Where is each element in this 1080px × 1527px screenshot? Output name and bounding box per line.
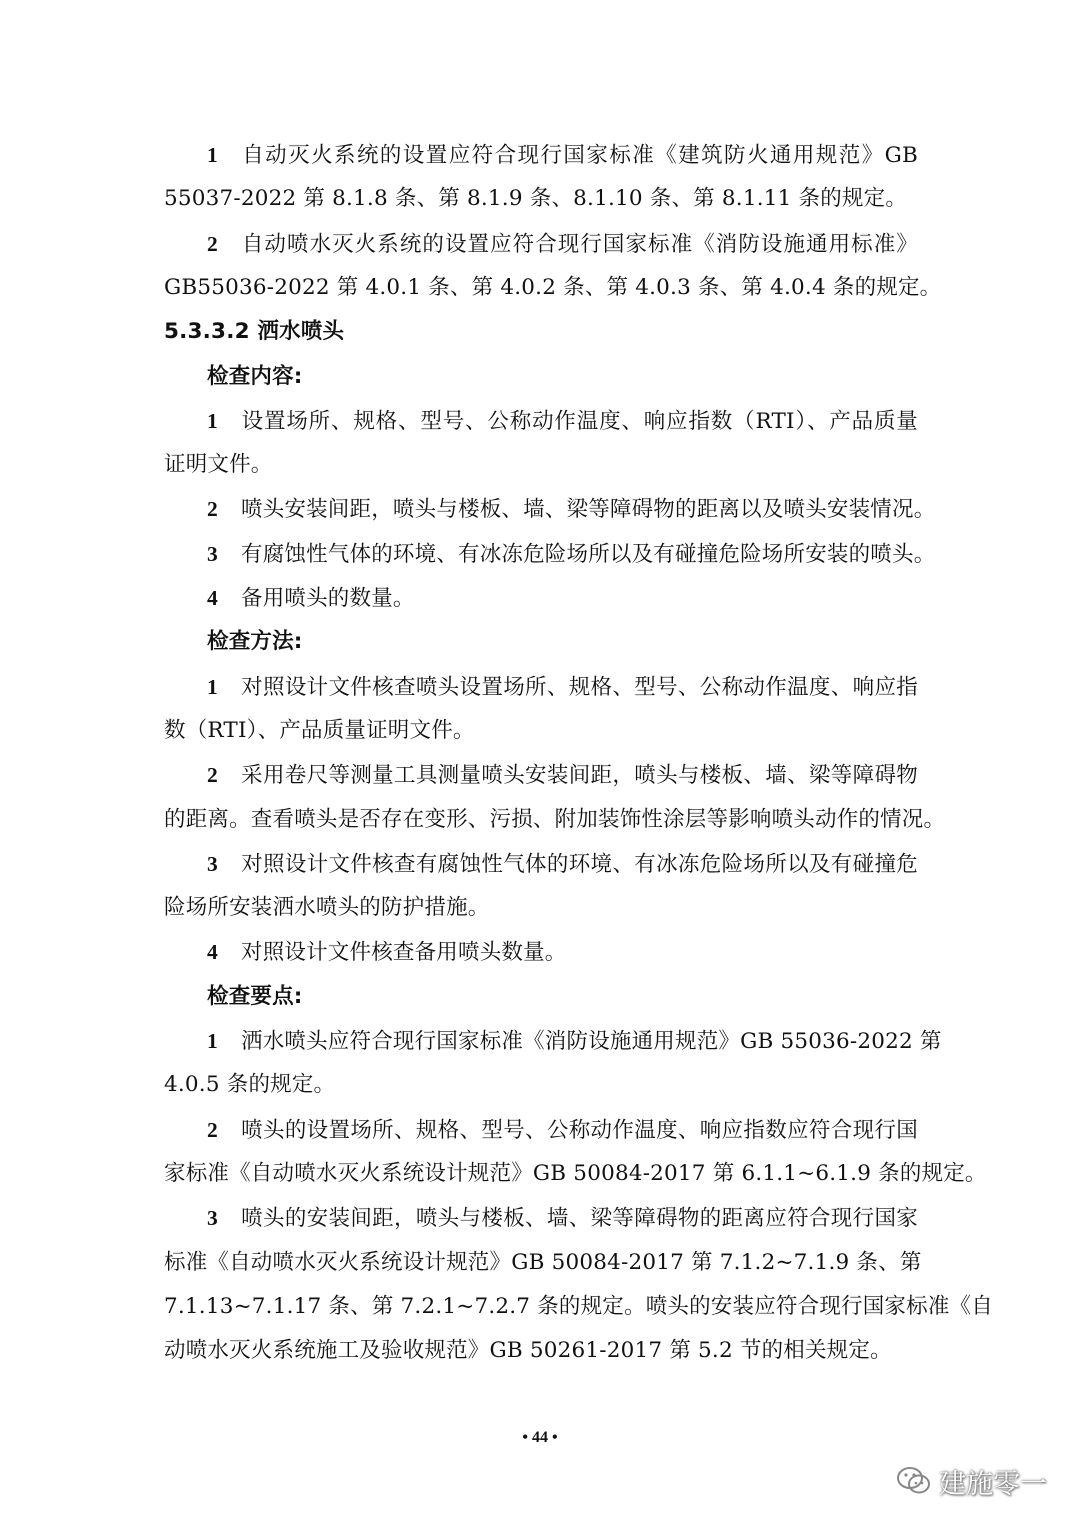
- page-number: • 44 •: [522, 1429, 558, 1446]
- paragraph-line: [207, 849, 918, 880]
- paragraph-line: GB55036-2022 第 4.0.1 条、第 4.0.2 条、第 4.0.3 条、第 4.0.4 条的规定。: [164, 275, 942, 300]
- item-number: 2: [207, 1118, 218, 1142]
- paragraph-line: [207, 583, 918, 614]
- paragraph-text: 自动灭火系统的设置应符合现行国家标准《建筑防火通用规范》GB: [241, 143, 918, 168]
- paragraph-line: 4.0.5 条的规定。: [164, 1072, 336, 1097]
- paragraph-text: 喷头的安装间距，喷头与楼板、墙、梁等障碍物的距离应符合现行国家: [241, 1206, 918, 1231]
- paragraph-text: 设置场所、规格、型号、公称动作温度、响应指数（RTI）、产品质量: [241, 409, 918, 434]
- paragraph-text: 采用卷尺等测量工具测量喷头安装间距，喷头与楼板、墙、梁等障碍物: [241, 763, 918, 788]
- item-number: 4: [207, 940, 218, 964]
- paragraph-line: [207, 1026, 942, 1057]
- item-number: 1: [207, 675, 218, 699]
- paragraph-line: [207, 937, 918, 968]
- paragraph-line: 55037-2022 第 8.1.8 条、第 8.1.9 条、8.1.10 条、第 8.1.11 条的规定。: [164, 186, 908, 211]
- paragraph-line: 的距离。查看喷头是否存在变形、污损、附加装饰性涂层等影响喷头动作的情况。: [164, 807, 946, 832]
- subheading-method: 检查方法:: [207, 629, 303, 654]
- paragraph-text: 对照设计文件核查喷头设置场所、规格、型号、公称动作温度、响应指: [241, 675, 918, 700]
- item-number: 3: [207, 852, 218, 876]
- item-number: 2: [207, 497, 218, 521]
- paragraph-text: 对照设计文件核查备用喷头数量。: [241, 940, 567, 965]
- item-number: 3: [207, 1206, 218, 1230]
- paragraph-line: [207, 1203, 918, 1234]
- item-number: 2: [207, 232, 218, 256]
- item-number: 4: [207, 586, 218, 610]
- paragraph-text: 对照设计文件核查有腐蚀性气体的环境、有冰冻危险场所以及有碰撞危: [241, 852, 918, 877]
- wechat-icon: [895, 1463, 933, 1499]
- subheading-content: 检查内容:: [207, 364, 303, 389]
- paragraph-line: 证明文件。: [164, 452, 273, 477]
- paragraph-text: 喷头安装间距，喷头与楼板、墙、梁等障碍物的距离以及喷头安装情况。: [241, 497, 936, 522]
- item-number: 1: [207, 1029, 218, 1053]
- watermark-text: 建施零一: [939, 1468, 1047, 1500]
- paragraph-line: 动喷水灭火系统施工及验收规范》GB 50261-2017 第 5.2 节的相关规定。: [164, 1338, 892, 1363]
- item-number: 1: [207, 409, 218, 433]
- paragraph-line: [207, 539, 936, 570]
- paragraph-text: 洒水喷头应符合现行国家标准《消防设施通用规范》GB 55036-2022 第: [241, 1029, 942, 1054]
- watermark: [895, 1461, 1047, 1501]
- paragraph-line: [207, 494, 936, 525]
- paragraph-line: 险场所安装洒水喷头的防护措施。: [164, 895, 490, 920]
- paragraph-line: 7.1.13~7.1.17 条、第 7.2.1~7.2.7 条的规定。喷头的安装应符合现行国家标准《自: [164, 1294, 993, 1319]
- paragraph-line: [207, 1115, 918, 1146]
- paragraph-text: 有腐蚀性气体的环境、有冰冻危险场所以及有碰撞危险场所安装的喷头。: [241, 542, 936, 567]
- item-number: 1: [207, 143, 218, 167]
- paragraph-line: [207, 760, 918, 791]
- paragraph-line: [207, 672, 918, 703]
- paragraph-line: 家标准《自动喷水灭火系统设计规范》GB 50084-2017 第 6.1.1~6.1.9 条的规定。: [164, 1161, 987, 1186]
- paragraph-line: [207, 229, 918, 260]
- paragraph-text: 自动喷水灭火系统的设置应符合现行国家标准《消防设施通用标准》: [241, 232, 918, 257]
- subheading-points: 检查要点:: [207, 984, 303, 1009]
- paragraph-line: [207, 406, 918, 437]
- paragraph-text: 备用喷头的数量。: [241, 586, 415, 611]
- paragraph-line: 数（RTI）、产品质量证明文件。: [164, 718, 475, 743]
- item-number: 2: [207, 763, 218, 787]
- paragraph-line: 标准《自动喷水灭火系统设计规范》GB 50084-2017 第 7.1.2~7.1.9 条、第: [164, 1250, 922, 1275]
- paragraph-text: 喷头的设置场所、规格、型号、公称动作温度、响应指数应符合现行国: [241, 1118, 918, 1143]
- paragraph-line: [207, 140, 918, 171]
- item-number: 3: [207, 542, 218, 566]
- section-heading: 5.3.3.2 洒水喷头: [164, 319, 345, 344]
